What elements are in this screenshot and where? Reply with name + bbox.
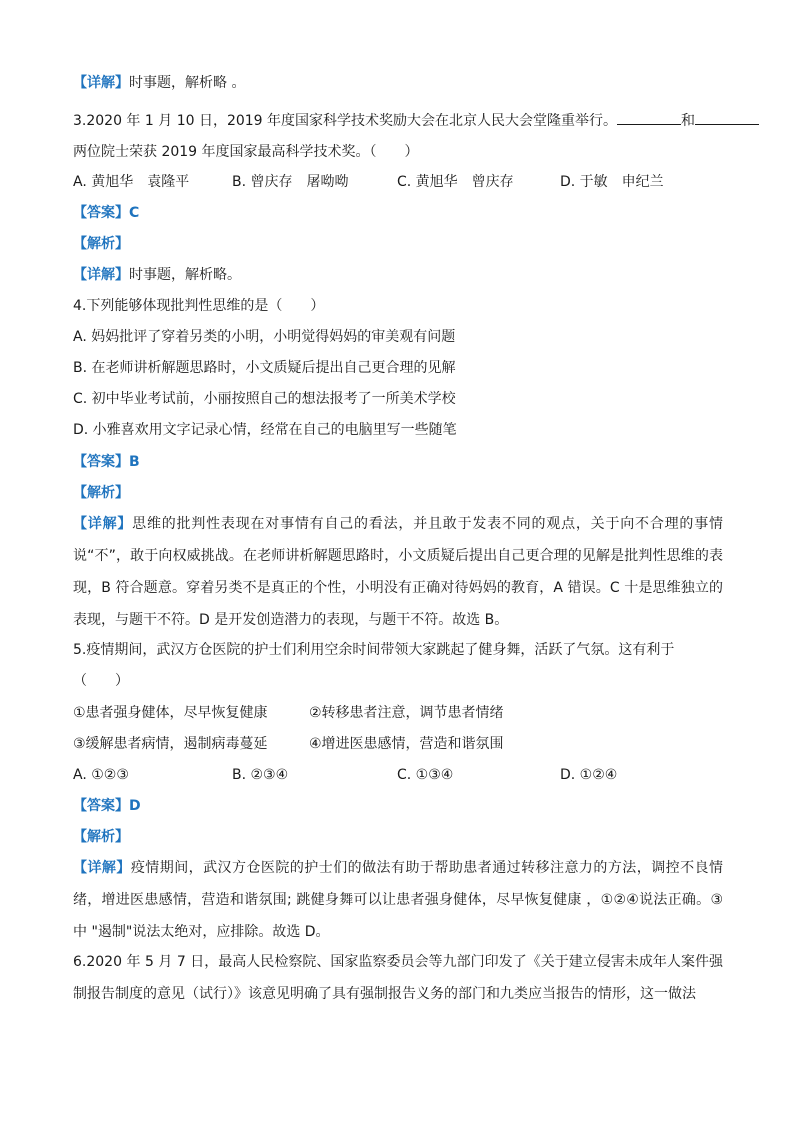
q3-stem-line1 (73, 110, 759, 131)
q2-detail (73, 73, 245, 93)
detail-tag: 【详解】 (73, 516, 133, 532)
q6-stem: 6.2020 年 5 月 7 日，最高人民检察院、国家监察委员会等九部门印发了《关于建立侵害未成年人案件强制报告制度的意见（试行）》该意见明确了具有强制报告义务的部门和九类应当报告的情形，这一做法 (73, 954, 723, 1002)
detail-tag: 【详解】 (73, 75, 129, 91)
detail-tag: 【详解】 (73, 860, 131, 876)
q5-option-a: A. ①②③ (73, 767, 129, 783)
q4-detail (73, 508, 723, 636)
q4-answer (73, 452, 140, 472)
q4-option-d: D. 小雅喜欢用文字记录心情，经常在自己的电脑里写一些随笔 (73, 422, 457, 438)
analysis-tag: 【解析】 (73, 485, 129, 501)
analysis-tag: 【解析】 (73, 236, 129, 252)
blank-2 (695, 110, 759, 125)
detail-text: 疫情期间，武汉方仓医院的护士们的做法有助于帮助患者通过转移注意力的方法，调控不良情绪，增进医患感情，营造和谐氛围; 跳健身舞可以让患者强身健体，尽早恢复健康 ，①②④说法正确。③中 "遏制"说法太绝对，应排除。故选 D。 (73, 860, 724, 940)
detail-text: 思维的批判性表现在对事情有自己的看法，并且敢于发表不同的观点，关于向不合理的事情说“不”，敢于向权威挑战。在老师讲析解题思路时，小文质疑后提出自己更合理的见解是批判性思维的表现，B 符合题意。穿着另类不是真正的个性，小明没有正确对待妈妈的教育，A 错误。C 十是思维独立的表现，与题干不符。D 是开发创造潜力的表现，与题干不符。故选 B。 (73, 516, 724, 628)
q5-item-2: ②转移患者注意，调节患者情绪 (309, 705, 504, 721)
answer-tag: 【答案】 (73, 798, 129, 814)
q3-analysis (73, 234, 129, 254)
q5-detail (73, 852, 723, 948)
analysis-tag: 【解析】 (73, 829, 129, 845)
q5-option-c: C. ①③④ (397, 767, 454, 783)
q5-item-4: ④增进医患感情，营造和谐氛围 (309, 736, 504, 752)
answer-tag: 【答案】 (73, 205, 129, 221)
q3-stem-and: 和 (681, 113, 696, 129)
q4-option-b: B. 在老师讲析解题思路时，小文质疑后提出自己更合理的见解 (73, 360, 456, 376)
blank-1 (617, 110, 681, 125)
q4-option-a: A. 妈妈批评了穿着另类的小明，小明觉得妈妈的审美观有问题 (73, 329, 456, 345)
q3-detail (73, 265, 241, 285)
detail-text: 时事题，解析略 。 (129, 75, 246, 91)
detail-tag: 【详解】 (73, 267, 129, 283)
detail-text: 时事题，解析略。 (129, 267, 241, 283)
answer-value: D (129, 798, 141, 814)
q4-option-c: C. 初中毕业考试前，小丽按照自己的想法报考了一所美术学校 (73, 391, 456, 407)
answer-tag: 【答案】 (73, 454, 129, 470)
q3-option-a: A. 黄旭华 袁隆平 (73, 174, 190, 190)
q4-analysis (73, 483, 129, 503)
q3-stem-text: 3.2020 年 1 月 10 日，2019 年度国家科学技术奖励大会在北京人民大会堂隆重举行。 (73, 113, 618, 129)
q5-analysis (73, 827, 129, 847)
q5-stem-line1: 5.疫情期间，武汉方仓医院的护士们利用空余时间带领大家跳起了健身舞，活跃了气氛。这有利于 (73, 642, 675, 658)
q5-option-b: B. ②③④ (232, 767, 289, 783)
q3-answer (73, 203, 139, 223)
q3-stem-line2: 两位院士荣获 2019 年度国家最高科学技术奖。（ ） (73, 144, 419, 160)
q5-item-1: ①患者强身健体，尽早恢复健康 (73, 705, 268, 721)
q3-option-d: D. 于敏 申纪兰 (560, 174, 664, 190)
q5-stem-line2: （ ） (73, 673, 129, 689)
q5-option-d: D. ①②④ (560, 767, 618, 783)
q3-option-b: B. 曾庆存 屠呦呦 (232, 174, 349, 190)
q4-stem: 4.下列能够体现批判性思维的是（ ） (73, 298, 325, 314)
q3-option-c: C. 黄旭华 曾庆存 (397, 174, 514, 190)
q5-item-3: ③缓解患者病情，遏制病毒蔓延 (73, 736, 268, 752)
answer-value: B (129, 454, 140, 470)
answer-value: C (129, 205, 140, 221)
q5-answer (73, 796, 141, 816)
